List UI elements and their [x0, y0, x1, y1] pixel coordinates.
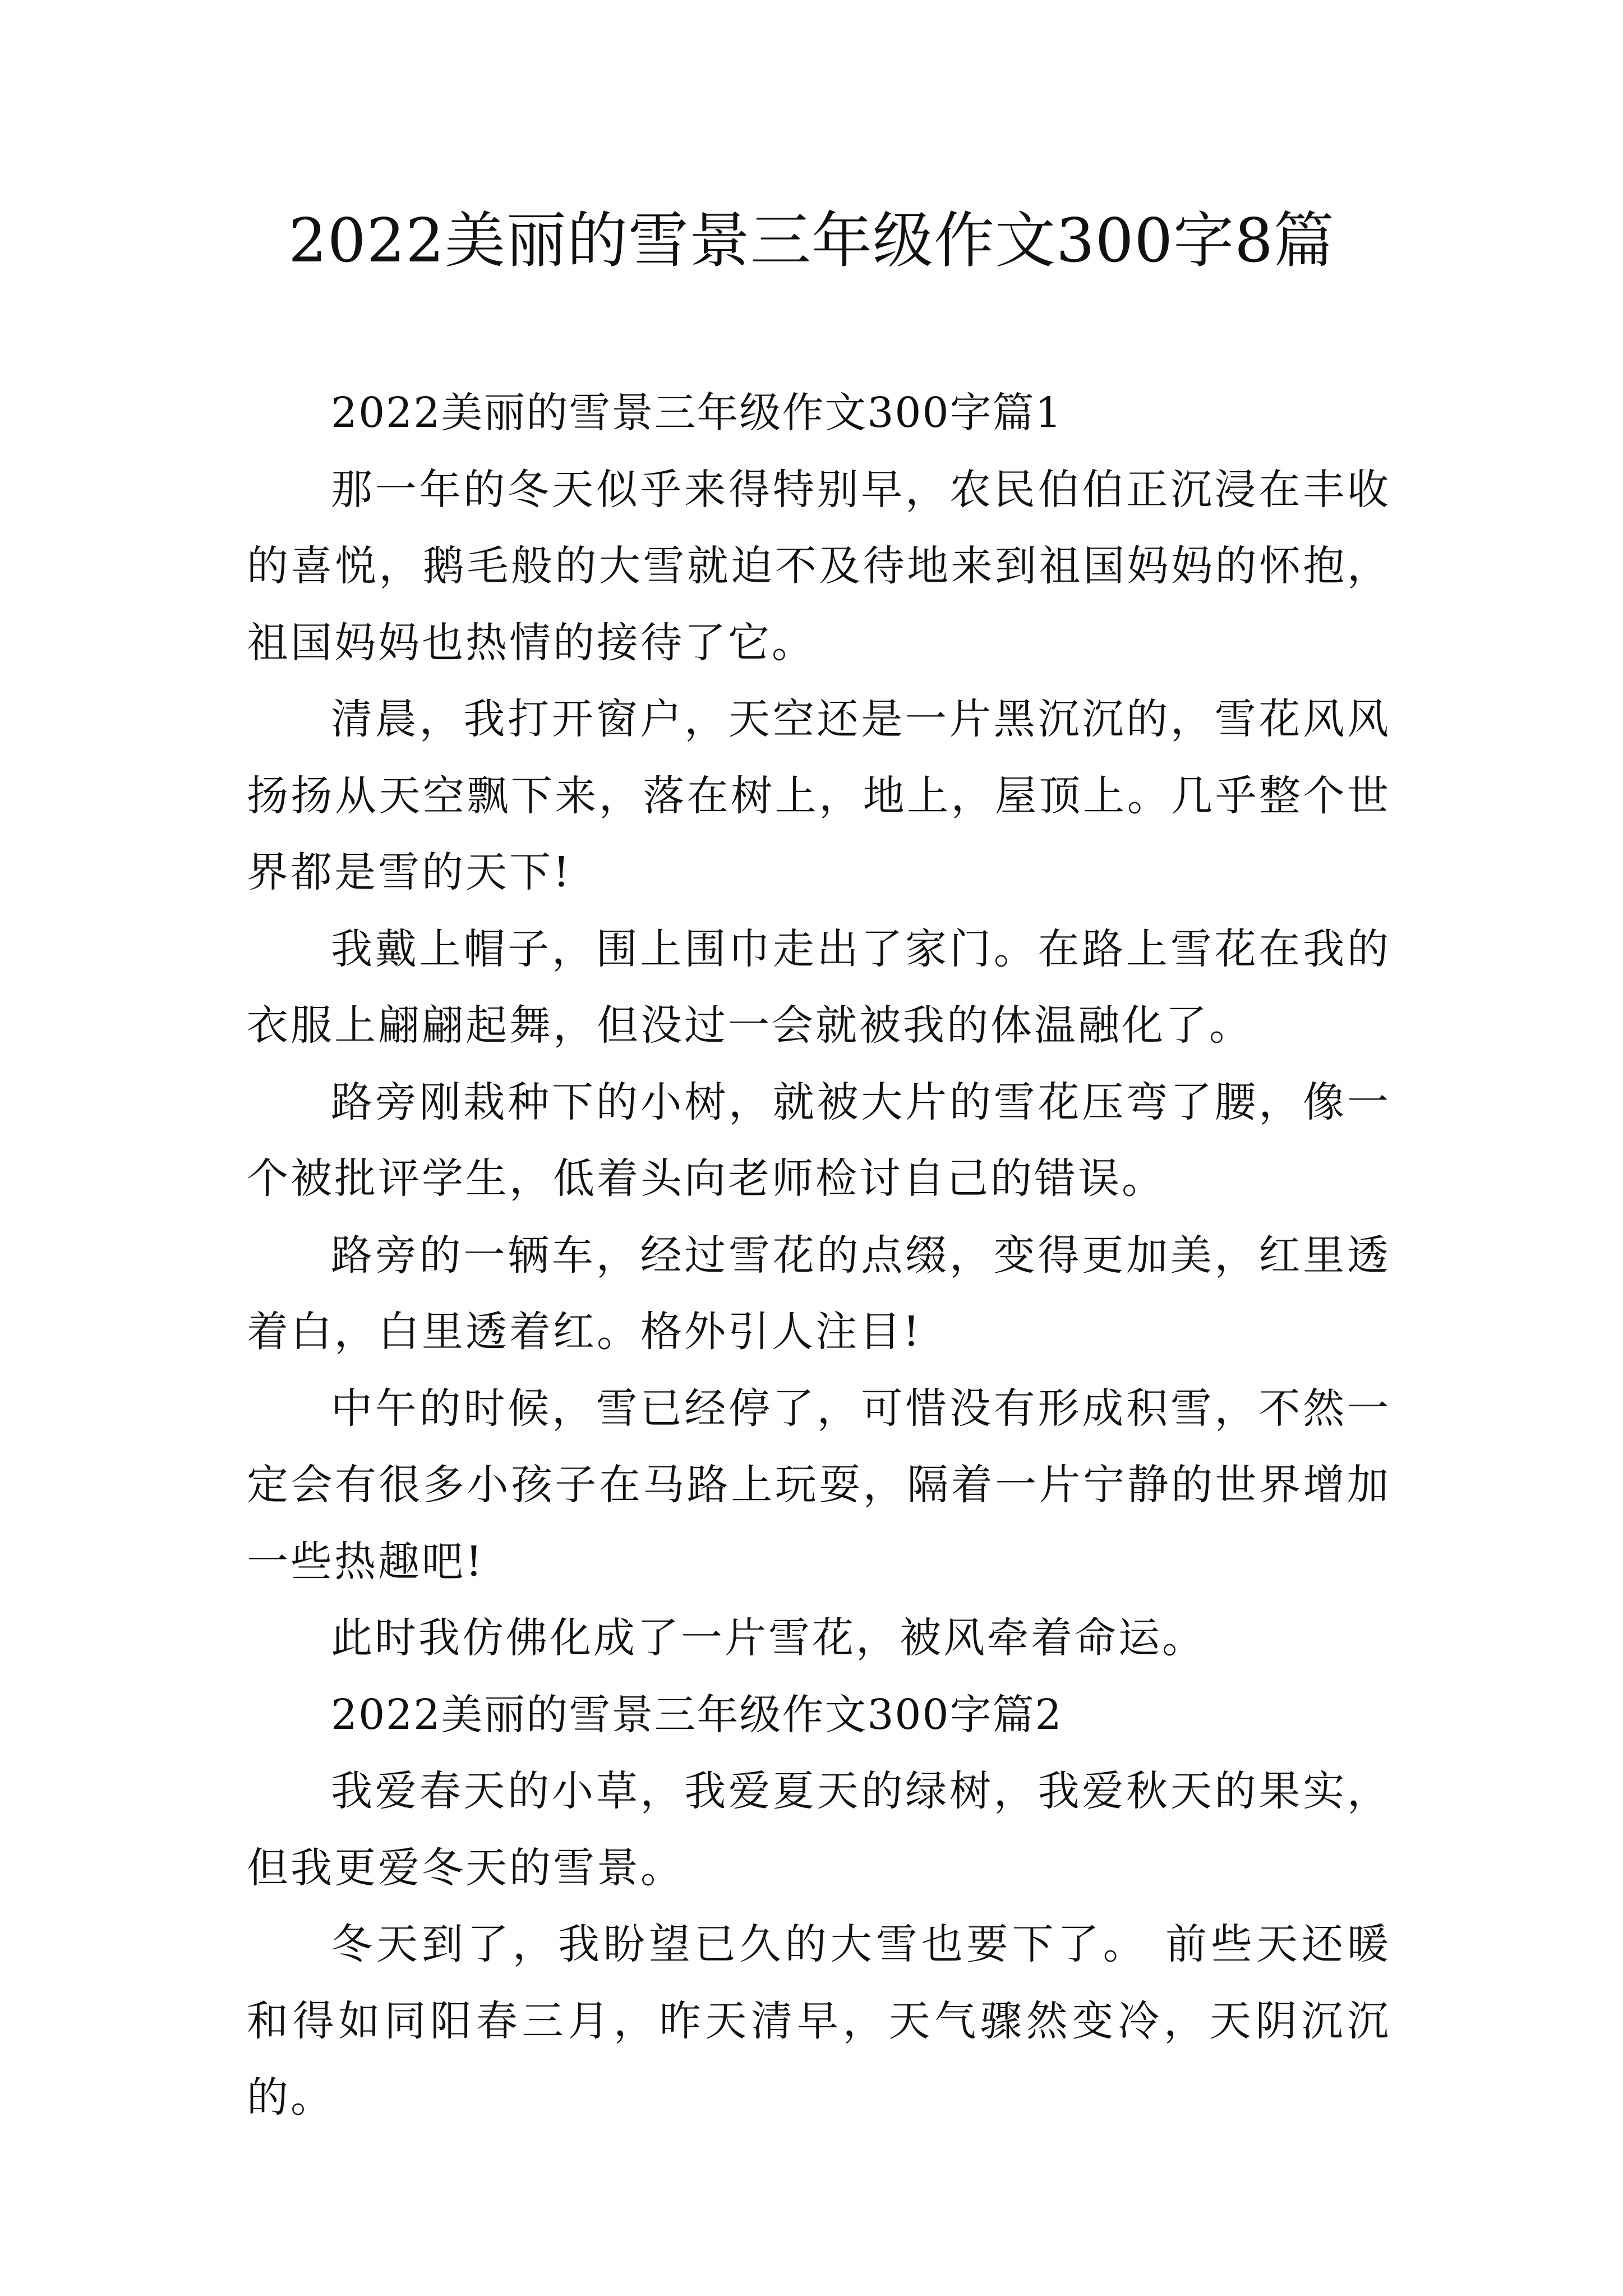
section-heading-1: 2022美丽的雪景三年级作文300字篇1 — [331, 389, 1063, 437]
section-heading-2: 2022美丽的雪景三年级作文300字篇2 — [331, 1690, 1063, 1739]
paragraph: 中午的时候，雪已经停了，可惜没有形成积雪，不然一定会有很多小孩子在马路上玩耍，隔着一片宁静的世界增加一些热趣吧! — [247, 1384, 1391, 1586]
paragraph: 我爱春天的小草，我爱夏天的绿树，我爱秋天的果实，但我更爱冬天的雪景。 — [247, 1767, 1391, 1892]
paragraph: 清晨，我打开窗户，天空还是一片黑沉沉的，雪花风风扬扬从天空飘下来，落在树上，地上，屋顶上。几乎整个世界都是雪的天下! — [247, 695, 1391, 896]
paragraph: 此时我仿佛化成了一片雪花，被风牵着命运。 — [331, 1614, 1206, 1662]
document-title: 2022美丽的雪景三年级作文300字8篇 — [288, 206, 1335, 276]
paragraph: 路旁的一辆车，经过雪花的点缀，变得更加美，红里透着白，白里透着红。格外引人注目! — [247, 1231, 1391, 1356]
paragraph: 我戴上帽子，围上围巾走出了家门。在路上雪花在我的衣服上翩翩起舞，但没过一会就被我的体温融化了。 — [247, 924, 1391, 1050]
paragraph: 冬天到了，我盼望已久的大雪也要下了。 前些天还暖和得如同阳春三月，昨天清早，天气骤然变冷，天阴沉沉的。 — [247, 1920, 1391, 2122]
document-body — [247, 375, 1391, 2136]
paragraph: 那一年的冬天似乎来得特别早，农民伯伯正沉浸在丰收的喜悦，鹅毛般的大雪就迫不及待地来到祖国妈妈的怀抱，祖国妈妈也热情的接待了它。 — [247, 465, 1391, 667]
paragraph: 路旁刚栽种下的小树，就被大片的雪花压弯了腰，像一个被批评学生，低着头向老师检讨自己的错误。 — [247, 1078, 1391, 1203]
